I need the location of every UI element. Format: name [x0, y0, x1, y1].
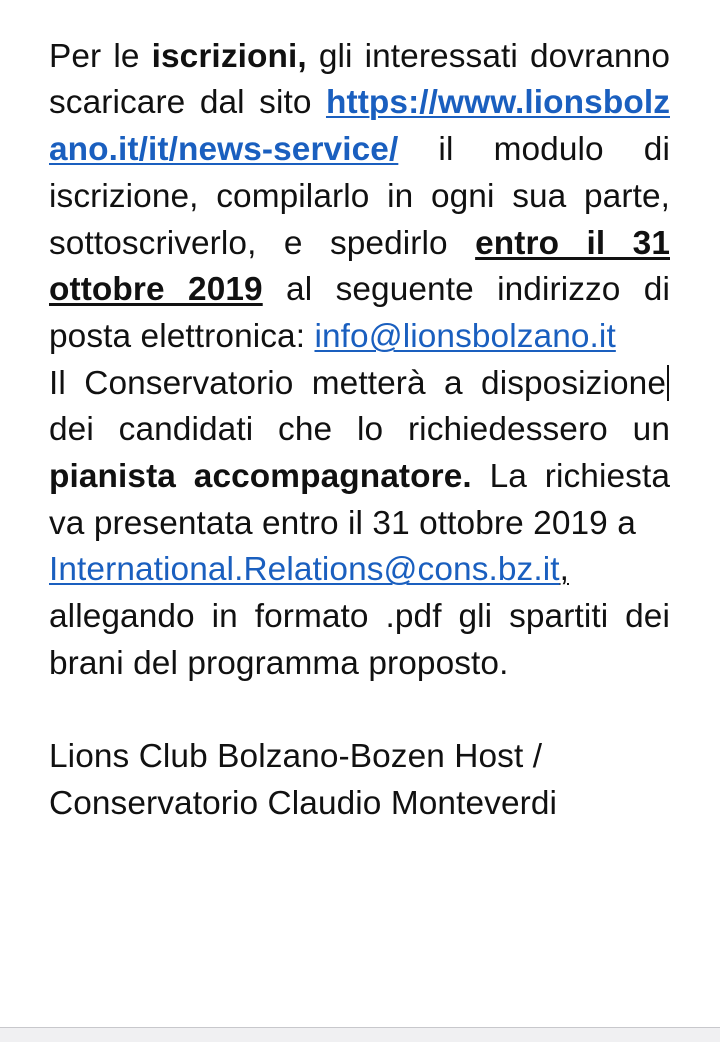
deadline-text: entro il 31 ottobre 2019: [49, 224, 670, 309]
attachment-paragraph: [49, 594, 670, 687]
text-segment: allegando in formato .pdf gli spartiti dei brani del programma proposto.: [49, 598, 670, 682]
blank-line: [49, 688, 670, 735]
text-segment: il modulo di iscrizione, compilarlo in ogni sua parte, sottoscriverlo, e spedirlo: [49, 131, 670, 262]
news-service-link[interactable]: https://www.lionsbolzano.it/it/news-service/: [49, 84, 670, 169]
bold-pianist: pianista accompagnatore.: [49, 458, 472, 496]
text-segment: dei candidati che lo richiedessero un: [49, 411, 670, 449]
bottom-toolbar-edge: [0, 1027, 720, 1042]
text-segment: Il Conservatorio metterà a disposizione: [49, 364, 666, 402]
text-segment: al seguente indirizzo di posta elettronica:: [49, 271, 670, 355]
signature-line-1: [49, 734, 670, 781]
bold-registration: iscrizioni,: [151, 37, 307, 75]
signature-club: Lions Club Bolzano-Bozen Host /: [49, 738, 543, 776]
registration-paragraph: [49, 34, 670, 361]
international-relations-email-link[interactable]: International.Relations@cons.bz.it: [49, 551, 560, 589]
accompanist-paragraph: [49, 361, 670, 548]
comma: ,: [559, 551, 569, 589]
text-segment: Per le: [49, 37, 152, 75]
signature-line-2: [49, 781, 670, 828]
document-body: [49, 0, 670, 828]
text-segment: La richiesta va presentata entro il 31 ottobre 2019 a: [49, 458, 670, 542]
lions-email-link[interactable]: info@lionsbolzano.it: [314, 317, 616, 355]
text-cursor: [667, 365, 669, 401]
email-line: [49, 547, 670, 594]
signature-conservatory: Conservatorio Claudio Monteverdi: [49, 784, 558, 822]
text-segment: gli interessati dovranno scaricare dal sito: [49, 37, 670, 122]
